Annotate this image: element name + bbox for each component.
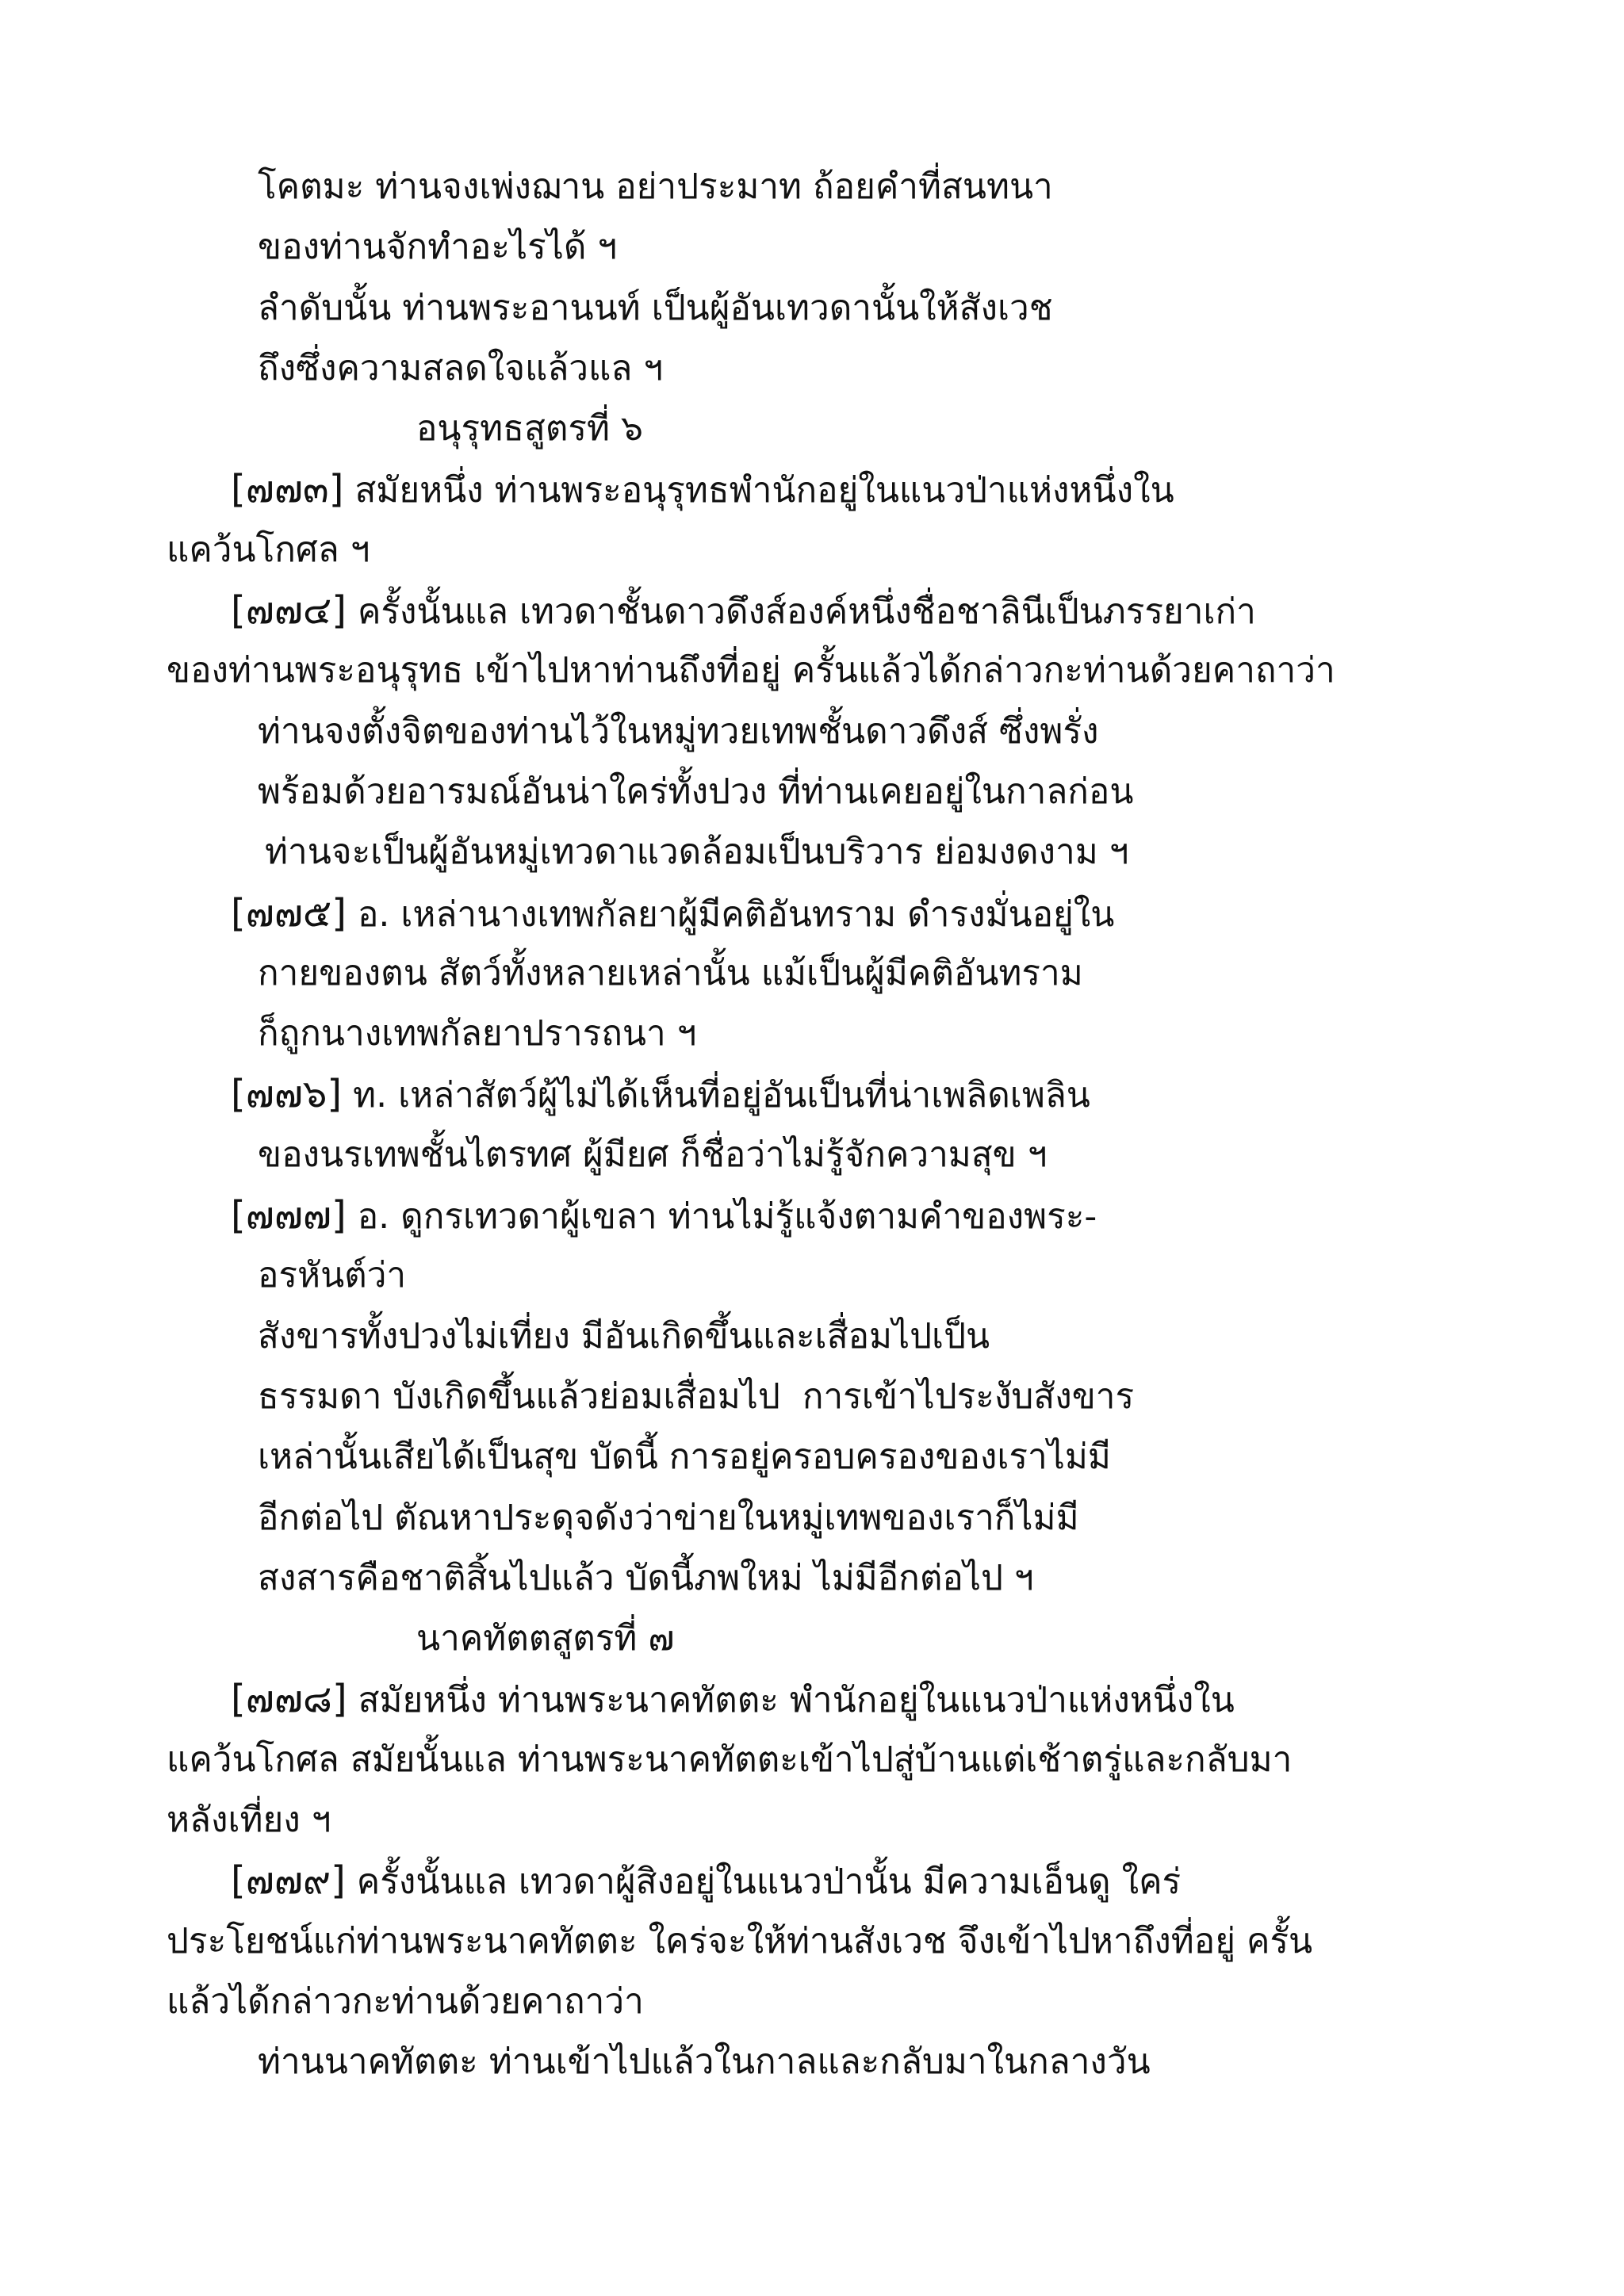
paragraph-line [0,520,1624,580]
line-text: พร้อมด้วยอารมณ์อันน่าใคร่ทั้งปวง ที่ท่านเคยอยู่ในกาลก่อน [258,771,1134,812]
verse-line [0,762,1624,822]
paragraph-line [0,1669,1624,1729]
verse-line [0,1307,1624,1367]
narrative-line [0,339,1624,399]
paragraph-line [0,1185,1624,1246]
line-text: แล้วได้กล่าวกะท่านด้วยคาถาว่า [167,1980,644,2022]
verse-line [0,943,1624,1004]
verse-line [0,822,1624,882]
line-text: ท่านจงตั้งจิตของท่านไว้ในหมู่ทวยเทพชั้นดาวดึงส์ ซึ่งพรั่ง [258,710,1099,752]
paragraph-number: [๗๗๓] [231,467,344,512]
line-text: สมัยหนึ่ง ท่านพระอนุรุทธพำนักอยู่ในแนวป่าแห่งหนึ่งใน [354,470,1174,511]
paragraph-number: [๗๗๖] [231,1072,343,1117]
line-text: ครั้งนั้นแล เทวดาผู้สิงอยู่ในแนวป่านั้น มีความเอ็นดู ใคร่ [356,1862,1182,1903]
line-text: สงสารคือชาติสิ้นไปแล้ว บัดนี้ภพใหม่ ไม่มีอีกต่อไป ฯ [258,1557,1034,1598]
line-text: สมัยหนึ่ง ท่านพระนาคทัตตะ พำนักอยู่ในแนวป่าแห่งหนึ่งใน [358,1680,1235,1721]
paragraph-line [0,459,1624,519]
line-text: ประโยชน์แก่ท่านพระนาคทัตตะ ใคร่จะให้ท่านสังเวช จึงเข้าไปหาถึงที่อยู่ ครั้น [167,1920,1313,1961]
line-text: แคว้นโกศล สมัยนั้นแล ท่านพระนาคทัตตะเข้าไปสู่บ้านแต่เช้าตรู่และกลับมา [167,1739,1293,1780]
line-text: ลำดับนั้น ท่านพระอานนท์ เป็นผู้อันเทวดานั้นให้สังเวช [258,287,1053,328]
line-text: ก็ถูกนางเทพกัลยาปรารถนา ฯ [258,1013,697,1054]
paragraph-line [0,580,1624,641]
paragraph-number: [๗๗๙] [231,1858,346,1904]
line-text: โคตมะ ท่านจงเพ่งฌาน อย่าประมาท ถ้อยคำที่สนทนา [258,166,1053,207]
narrative-line [0,278,1624,339]
paragraph-line [0,1972,1624,2032]
paragraph-line [0,1850,1624,1911]
line-text: แคว้นโกศล ฯ [167,529,370,570]
line-text: อรหันต์ว่า [258,1255,407,1296]
line-text: กายของตน สัตว์ทั้งหลายเหล่านั้น แม้เป็นผู้มีคติอันทราม [258,952,1083,993]
verse-line [0,1427,1624,1487]
line-text: ของท่านพระอนุรุทธ เข้าไปหาท่านถึงที่อยู่ ครั้นแล้วได้กล่าวกะท่านด้วยคาถาว่า [167,650,1335,691]
paragraph-line [0,1911,1624,1972]
line-text: ถึงซึ่งความสลดใจแล้วแล ฯ [258,347,664,388]
paragraph-line [0,1730,1624,1790]
line-text: สังขารทั้งปวงไม่เที่ยง มีอันเกิดขึ้นและเสื่อมไปเป็น [258,1315,990,1357]
verse-line [0,702,1624,762]
paragraph-line [0,641,1624,701]
line-text: ธรรมดา บังเกิดขึ้นแล้วย่อมเสื่อมไป การเข้าไประงับสังขาร [258,1376,1135,1417]
line-text: ท่านจะเป็นผู้อันหมู่เทวดาแวดล้อมเป็นบริวาร ย่อมงดงาม ฯ [265,832,1129,873]
verse-line [0,1488,1624,1548]
line-text: ท่านนาคทัตตะ ท่านเข้าไปแล้วในกาลและกลับมาในกลางวัน [258,2042,1151,2083]
verse-line [0,157,1624,217]
line-text: อ. เหล่านางเทพกัลยาผู้มีคติอันทราม ดำรงมั่นอยู่ใน [357,894,1115,935]
line-text: ท. เหล่าสัตว์ผู้ไม่ได้เห็นที่อยู่อันเป็นที่น่าเพลิดเพลิน [353,1075,1090,1116]
line-text: อ. ดูกรเทวดาผู้เขลา ท่านไม่รู้แจ้งตามคำของพระ- [357,1196,1097,1238]
verse-line [0,1125,1624,1185]
section-title [0,399,1624,459]
verse-line [0,217,1624,277]
line-text: ของท่านจักทำอะไรได้ ฯ [258,227,618,268]
verse-line [0,1367,1624,1427]
line-text: หลังเที่ยง ฯ [167,1800,331,1841]
verse-line [0,2032,1624,2092]
paragraph-number: [๗๗๕] [231,890,347,936]
line-text: ครั้งนั้นแล เทวดาชั้นดาวดึงส์องค์หนึ่งชื่อชาลินีเป็นภรรยาเก่า [357,591,1256,633]
paragraph-number: [๗๗๗] [231,1193,347,1238]
line-text: ของนรเทพชั้นไตรทศ ผู้มียศ ก็ชื่อว่าไม่รู้จักความสุข ฯ [258,1134,1048,1175]
section-title-text: นาคทัตตสูตรที่ ๗ [416,1618,675,1659]
line-text: อีกต่อไป ตัณหาประดุจดังว่าข่ายในหมู่เทพของเราก็ไม่มี [258,1497,1079,1538]
line-text: เหล่านั้นเสียได้เป็นสุข บัดนี้ การอยู่ครอบครองของเราไม่มี [258,1437,1111,1478]
verse-line [0,1246,1624,1306]
verse-line [0,1004,1624,1064]
section-title [0,1609,1624,1669]
section-title-text: อนุรุทธสูตรที่ ๖ [416,408,643,450]
paragraph-number: [๗๗๘] [231,1677,347,1722]
paragraph-number: [๗๗๔] [231,588,347,633]
verse-line [0,1548,1624,1609]
paragraph-line [0,1064,1624,1124]
paragraph-line [0,883,1624,943]
paragraph-line [0,1790,1624,1850]
